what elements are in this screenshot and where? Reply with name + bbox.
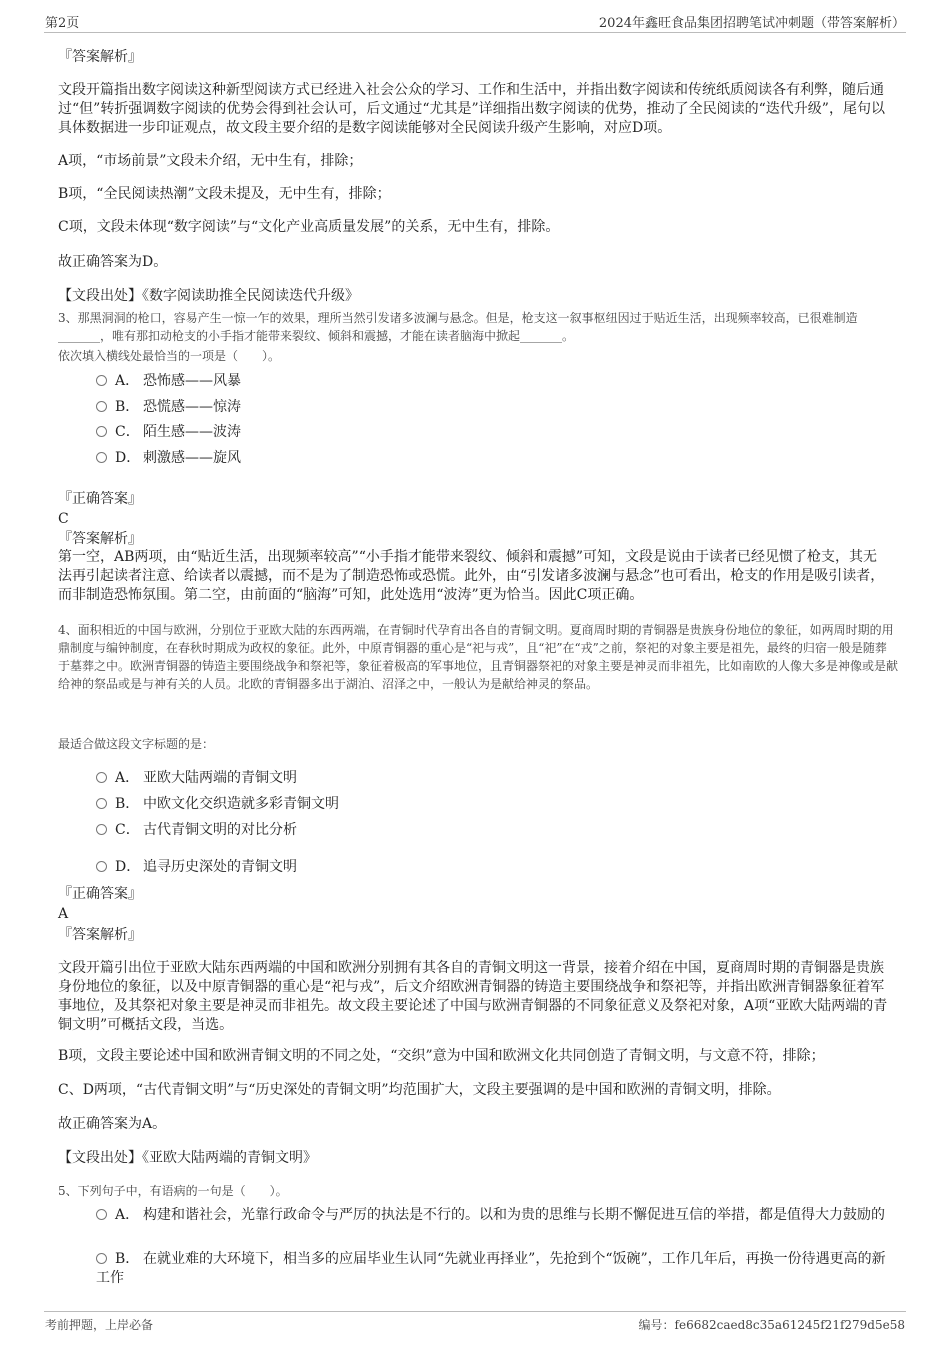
radio-icon[interactable] bbox=[96, 452, 107, 463]
option-text: 恐怖感——风暴 bbox=[143, 373, 241, 389]
page-header bbox=[0, 0, 950, 34]
option-text: 古代青铜文明的对比分析 bbox=[143, 822, 297, 838]
q2-analysis-label: 『答案解析』 bbox=[58, 49, 142, 65]
option-key: D． bbox=[115, 859, 141, 875]
option-text: 在就业难的大环境下，相当多的应届毕业生认同“先就业再择业”，先抢到个“饭碗”，工作几年后，再换一份待遇更高的新工作 bbox=[96, 1251, 886, 1286]
radio-icon[interactable] bbox=[96, 772, 107, 783]
q3-prompt: 依次填入横线处最恰当的一项是（ ）。 bbox=[58, 349, 281, 363]
option-text: 中欧文化交织造就多彩青铜文明 bbox=[143, 796, 339, 812]
header-divider bbox=[44, 32, 906, 33]
q4-analysis-paragraph: 文段开篇引出位于亚欧大陆东西两端的中国和欧洲分别拥有其各自的青铜文明这一背景，接着介绍在中国，夏商周时期的青铜器是贵族身份地位的象征，以及中原青铜器的重心是“祀与戎”，后文介绍欧洲青铜器的铸造主要围绕战争和祭祀等，并指出欧洲青铜器象征着军事地位，及其祭祀对象主要是神灵而非祖先。故文段主要论述了中国与欧洲青铜器的不同象征意义及祭祀对象，A项“亚欧大陆两端的青铜文明”可概括文段，当选。 bbox=[58, 960, 888, 1033]
document-id: 编号：fe6682caed8c35a61245f21f279d5e58 bbox=[638, 1318, 905, 1332]
footer-slogan: 考前押题，上岸必备 bbox=[45, 1318, 154, 1332]
radio-icon[interactable] bbox=[96, 1209, 107, 1220]
option-text: 陌生感——波涛 bbox=[143, 424, 241, 440]
q5-option-b[interactable] bbox=[96, 1250, 886, 1288]
option-key: C． bbox=[115, 424, 140, 440]
option-key: C． bbox=[115, 822, 140, 838]
q4-analysis-option-b: B项，文段主要论述中国和欧洲青铜文明的不同之处，“交织”意为中国和欧洲文化共同创造了青铜文明，与文意不符，排除； bbox=[58, 1048, 825, 1064]
q2-analysis-paragraph: 文段开篇指出数字阅读这种新型阅读方式已经进入社会公众的学习、工作和生活中，并指出数字阅读和传统纸质阅读各有利弊，随后通过“但”转折强调数字阅读的优势会得到社会认可，后文通过“尤其是”详细指出数字阅读的优势，推动了全民阅读的“迭代升级”，尾句以具体数据进一步印证观点，故文段主要介绍的是数字阅读能够对全民阅读升级产生影响，对应D项。 bbox=[58, 82, 885, 136]
option-text: 刺激感——旋风 bbox=[143, 450, 241, 466]
q4-option-a[interactable] bbox=[96, 769, 297, 788]
radio-icon[interactable] bbox=[96, 401, 107, 412]
q3-stem: 3、那黑洞洞的枪口，容易产生一惊一乍的效果，理所当然引发诸多波澜与悬念。但是，枪支这一叙事枢纽因过于贴近生活，出现频率较高，已很难制造_______，唯有那扣动枪支的小手指才能带来裂纹、倾斜和震撼，才能在读者脑海中掀起_______。 bbox=[58, 311, 858, 343]
option-text: 亚欧大陆两端的青铜文明 bbox=[143, 770, 297, 786]
option-key: B． bbox=[115, 399, 140, 415]
radio-icon[interactable] bbox=[96, 1253, 107, 1264]
q2-source: 【文段出处】《数字阅读助推全民阅读迭代升级》 bbox=[58, 288, 359, 304]
q4-source: 【文段出处】《亚欧大陆两端的青铜文明》 bbox=[58, 1150, 317, 1166]
option-text: 构建和谐社会，光靠行政命令与严厉的执法是不行的。以和为贵的思维与长期不懈促进互信的举措，都是值得大力鼓励的 bbox=[143, 1207, 885, 1223]
q4-option-c[interactable] bbox=[96, 821, 297, 840]
q4-answer: A bbox=[58, 906, 69, 922]
q3-option-b[interactable] bbox=[96, 398, 241, 417]
document-title: 2024年鑫旺食品集团招聘笔试冲刺题（带答案解析） bbox=[598, 16, 905, 31]
q4-analysis-label: 『答案解析』 bbox=[58, 927, 142, 943]
q3-option-d[interactable] bbox=[96, 449, 241, 468]
q4-stem: 4、面积相近的中国与欧洲，分别位于亚欧大陆的东西两端，在青铜时代孕育出各自的青铜文明。夏商周时期的青铜器是贵族身份地位的象征，如两周时期的用鼎制度与编钟制度，在春秋时期成为政权的象征。此外，中原青铜器的重心是“祀与戎”，且“祀”在“戎”之前，祭祀的对象主要是祖先，最终的归宿一般是随葬于墓葬之中。欧洲青铜器的铸造主要围绕战争和祭祀等，象征着极高的军事地位，且青铜器祭祀的对象主要是神灵而非祖先，比如南欧的人像大多是神像或是献给神的祭品或是与神有关的人员。北欧的青铜器多出于湖泊、沼泽之中，一般认为是献给神灵的祭品。 bbox=[58, 623, 899, 691]
option-key: A． bbox=[115, 770, 140, 786]
radio-icon[interactable] bbox=[96, 798, 107, 809]
q3-option-a[interactable] bbox=[96, 372, 241, 391]
option-key: D． bbox=[115, 450, 141, 466]
q3-answer: C bbox=[58, 511, 69, 527]
page-footer bbox=[0, 1308, 950, 1345]
option-key: B． bbox=[115, 796, 140, 812]
q2-analysis-option-a: A项，“市场前景”文段未介绍，无中生有，排除； bbox=[58, 153, 363, 169]
q2-analysis-option-b: B项，“全民阅读热潮”文段未提及，无中生有，排除； bbox=[58, 186, 391, 202]
q2-conclusion: 故正确答案为D。 bbox=[58, 254, 168, 270]
q2-analysis-option-c: C项，文段未体现“数字阅读”与“文化产业高质量发展”的关系，无中生有，排除。 bbox=[58, 219, 560, 235]
radio-icon[interactable] bbox=[96, 861, 107, 872]
option-key: A． bbox=[115, 1207, 140, 1223]
option-text: 恐慌感——惊涛 bbox=[143, 399, 241, 415]
option-text: 追寻历史深处的青铜文明 bbox=[143, 859, 297, 875]
q3-answer-label: 『正确答案』 bbox=[58, 491, 142, 507]
q4-analysis-option-cd: C、D两项，“古代青铜文明”与“历史深处的青铜文明”均范围扩大，文段主要强调的是中国和欧洲的青铜文明，排除。 bbox=[58, 1082, 781, 1098]
q3-analysis-label: 『答案解析』 bbox=[58, 531, 142, 547]
q4-conclusion: 故正确答案为A。 bbox=[58, 1116, 167, 1132]
radio-icon[interactable] bbox=[96, 375, 107, 386]
q4-prompt: 最适合做这段文字标题的是： bbox=[58, 737, 215, 751]
option-key: B． bbox=[115, 1251, 140, 1267]
q3-option-c[interactable] bbox=[96, 423, 241, 442]
radio-icon[interactable] bbox=[96, 824, 107, 835]
q5-stem: 5、下列句子中，有语病的一句是（ ）。 bbox=[58, 1184, 288, 1198]
q4-answer-label: 『正确答案』 bbox=[58, 886, 142, 902]
footer-divider bbox=[44, 1311, 906, 1312]
q4-option-d[interactable] bbox=[96, 858, 297, 877]
option-key: A． bbox=[115, 373, 140, 389]
q5-option-a[interactable] bbox=[96, 1206, 886, 1225]
q3-analysis: 第一空，AB两项，由“贴近生活，出现频率较高”“小手指才能带来裂纹、倾斜和震撼”可知，文段是说由于读者已经见惯了枪支，其无法再引起读者注意、给读者以震撼，而不是为了制造恐怖或恐慌。此外，由“引发诸多波澜与悬念”也可看出，枪支的作用是吸引读者，而非制造恐怖氛围。第二空，由前面的“脑海”可知，此处选用“波涛”更为恰当。因此C项正确。 bbox=[58, 549, 885, 603]
page-number: 第2页 bbox=[45, 16, 80, 31]
radio-icon[interactable] bbox=[96, 426, 107, 437]
q4-option-b[interactable] bbox=[96, 795, 339, 814]
